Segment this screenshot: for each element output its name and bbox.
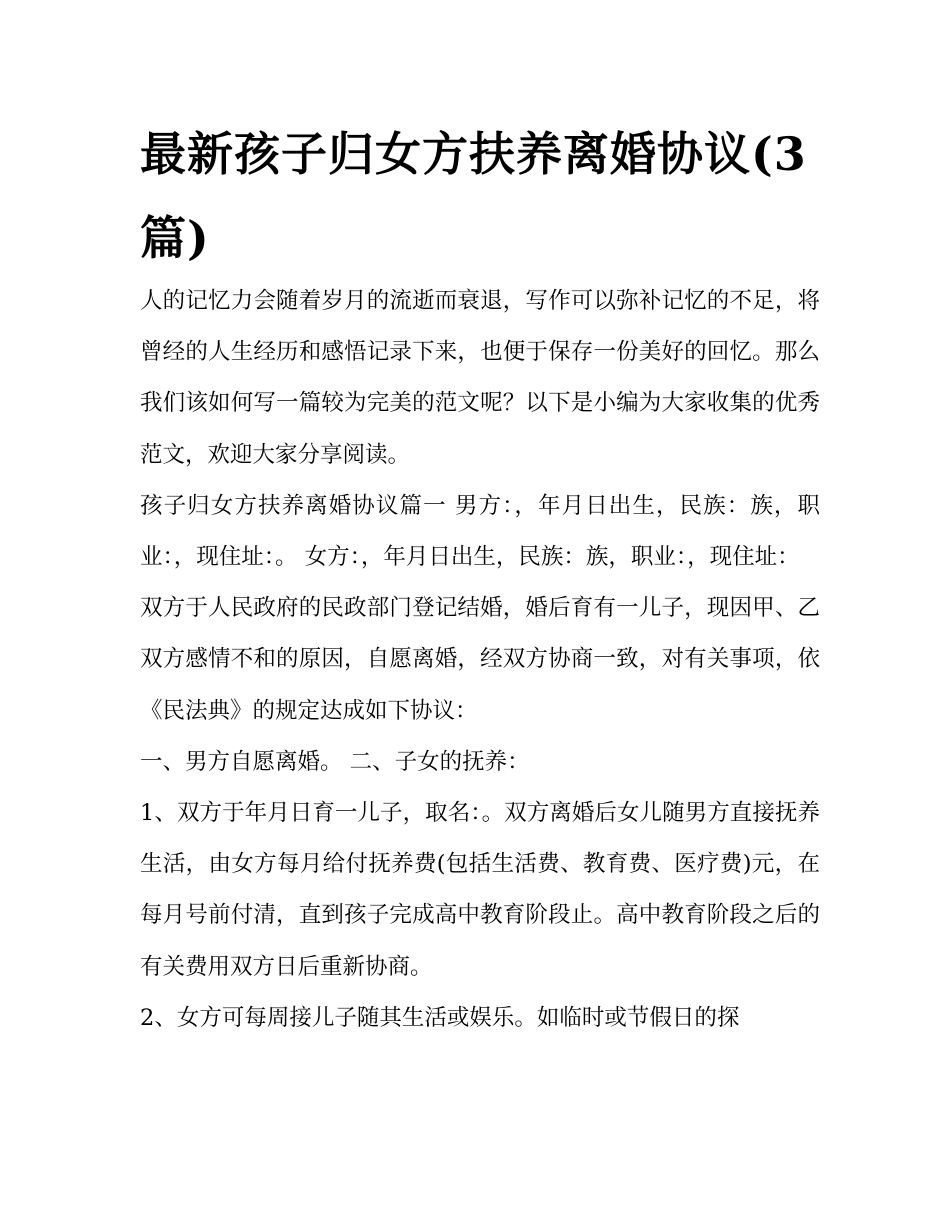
custody-clause-1: 1、双方于年月日育一儿子，取名：。双方离婚后女儿随男方直接抚养生活，由女方每月给付抚养费(包括生活费、教育费、医疗费)元，在每月号前付清，直到孩子完成高中教育阶段止。高中教育阶段之后的有关费用双方日后重新协商。: [140, 800, 820, 980]
parties-paragraph: 孩子归女方扶养离婚协议篇一 男方：，年月日出生，民族：族，职业：，现住址：。 女方：，年月日出生，民族：族，职业：，现住址：: [140, 492, 820, 571]
agreement-preamble-paragraph: 双方于人民政府的民政部门登记结婚，婚后育有一儿子，现因甲、乙双方感情不和的原因，自愿离婚，经双方协商一致，对有关事项，依《民法典》的规定达成如下协议：: [140, 595, 820, 724]
document-title: 最新孩子归女方扶养离婚协议(3篇): [140, 127, 807, 265]
intro-paragraph: 人的记忆力会随着岁月的流逝而衰退，写作可以弥补记忆的不足，将曾经的人生经历和感悟记录下来，也便于保存一份美好的回忆。那么我们该如何写一篇较为完美的范文呢？以下是小编为大家收集的优秀范文，欢迎大家分享阅读。: [140, 288, 820, 468]
clause-heading-paragraph: 一、男方自愿离婚。 二、子女的抚养：: [140, 748, 530, 775]
document-body: [140, 276, 820, 1044]
custody-clause-2: 2、女方可每周接儿子随其生活或娱乐。如临时或节假日的探: [140, 1004, 740, 1031]
